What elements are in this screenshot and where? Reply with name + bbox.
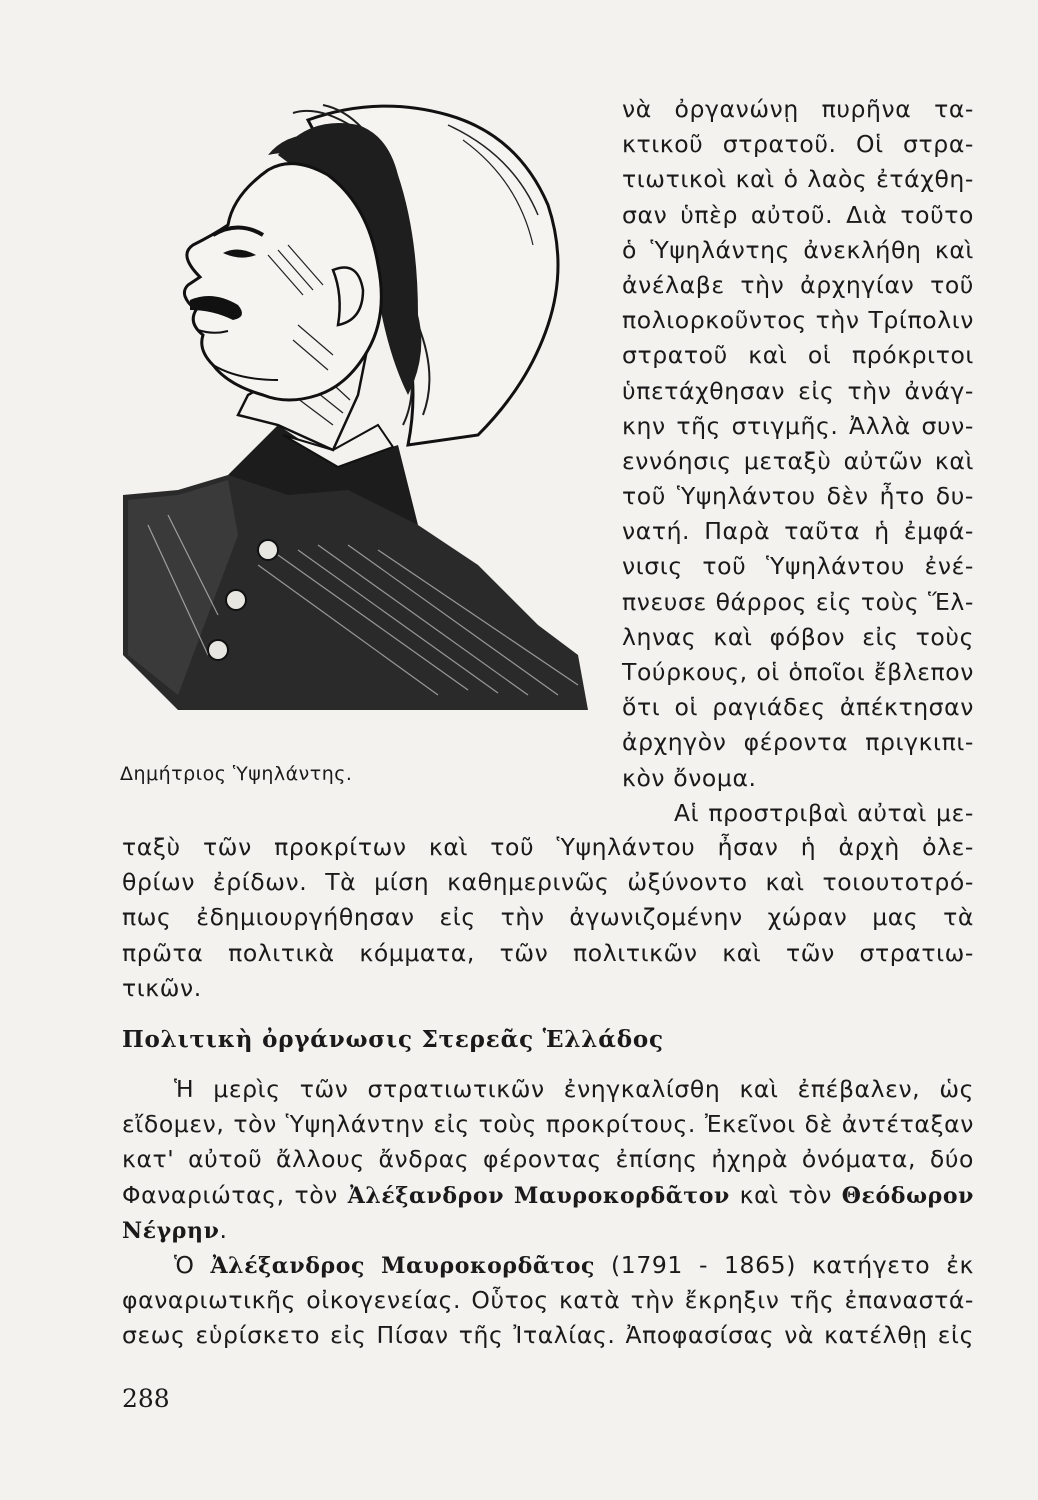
text-run: . — [219, 1215, 228, 1244]
text-line: ἀνέλαβε τὴν ἀρχηγίαν τοῦ — [622, 270, 974, 299]
text-run: καὶ τὸν — [729, 1180, 842, 1209]
text-line: Ἡ μερὶς τῶν στρατιωτικῶν ἐνηγκαλίσθη καὶ ἐπέβαλεν, ὡς — [174, 1075, 974, 1103]
text-line: κτικοῦ στρατοῦ. Οἱ στρα- — [622, 130, 974, 159]
text-line: πολιορκοῦντος τὴν Τρίπολιν — [622, 306, 974, 335]
right-column-text — [622, 92, 974, 831]
text-line: Αἱ προστριβαὶ αὐταὶ με- — [674, 798, 974, 827]
text-line: σαν ὑπὲρ αὐτοῦ. Διὰ τοῦτο — [622, 200, 974, 229]
text-line: νὰ ὀργανώνῃ πυρῆνα τα- — [622, 95, 974, 123]
text-line: θρίων ἐρίδων. Τὰ μίση καθημερινῶς ὠξύνοντο καὶ τοιουτοτρό- — [122, 868, 974, 897]
bold-name: Ἀλέξανδρος Μαυροκορδᾶτος — [210, 1252, 596, 1279]
text-line: νατή. Παρὰ ταῦτα ἡ ἐμφά- — [622, 517, 974, 546]
bold-name: Νέγρην — [122, 1217, 220, 1244]
text-line: φαναριωτικῆς οἰκογενείας. Οὗτος κατὰ τὴν ἔκρηξιν τῆς ἐπαναστά- — [122, 1286, 974, 1315]
text-line: κην τῆς στιγμῆς. Ἀλλὰ συν- — [622, 411, 974, 440]
text-line: τιωτικοὶ καὶ ὁ λαὸς ἐτάχθη- — [622, 165, 974, 194]
section-body — [122, 1072, 974, 1354]
text-line: σεως εὑρίσκετο εἰς Πίσαν τῆς Ἰταλίας. Ἀποφασίσας νὰ κατέλθῃ εἰς — [122, 1321, 974, 1350]
text-line: πρῶτα πολιτικὰ κόμματα, τῶν πολιτικῶν καὶ τῶν στρατιω- — [122, 938, 974, 967]
text-line: κὸν ὄνομα. — [622, 763, 757, 792]
text-line — [122, 1213, 974, 1248]
text-line: νισις τοῦ Ὑψηλάντου ἐνέ- — [622, 552, 974, 581]
text-line: κατ' αὐτοῦ ἄλλους ἄνδρας φέροντας ἐπίσης ἠχηρὰ ὀνόματα, δύο — [122, 1145, 974, 1174]
page-number: 288 — [122, 1384, 170, 1413]
portrait-illustration — [118, 95, 588, 710]
paragraph-continuation — [122, 830, 974, 1006]
text-line: πως ἐδημιουργήθησαν εἰς τὴν ἀγωνιζομένην χώραν μας τὰ — [122, 903, 974, 932]
text-line: ἀρχηγὸν φέροντα πριγκιπι- — [622, 728, 974, 757]
text-run: (1791 - 1865) κατήγετο ἐκ — [595, 1250, 974, 1279]
section-heading: Πολιτικὴ ὀργάνωσις Στερεᾶς Ἑλλάδος — [122, 1026, 664, 1053]
bold-name: Ἀλέξανδρον Μαυροκορδᾶτον — [347, 1182, 730, 1209]
text-line: ὁ Ὑψηλάντης ἀνεκλήθη καὶ — [622, 235, 974, 264]
text-line: Τούρκους, οἱ ὁποῖοι ἔβλεπον — [622, 658, 974, 686]
text-run: Ὁ — [174, 1250, 211, 1279]
text-line — [122, 1248, 974, 1283]
text-line: εἴδομεν, τὸν Ὑψηλάντην εἰς τοὺς προκρίτους. Ἐκεῖνοι δὲ ἀντέταξαν — [122, 1110, 974, 1139]
text-line: ὅτι οἱ ραγιάδες ἀπέκτησαν — [622, 693, 974, 722]
text-line: τικῶν. — [122, 973, 202, 1002]
text-line: εννόησις μεταξὺ αὐτῶν καὶ — [622, 446, 974, 475]
text-line: ὑπετάχθησαν εἰς τὴν ἀνάγ- — [622, 376, 974, 405]
text-line: τοῦ Ὑψηλάντου δὲν ἦτο δυ- — [622, 482, 974, 511]
bold-name: Θεόδωρον — [841, 1182, 974, 1209]
text-line: ληνας καὶ φόβον εἰς τοὺς — [622, 622, 974, 651]
text-run: Φαναριώτας, τὸν — [122, 1180, 348, 1209]
portrait-caption: Δημήτριος Ὑψηλάντης. — [120, 763, 353, 785]
text-line — [122, 1178, 974, 1213]
text-line: στρατοῦ καὶ οἱ πρόκριτοι — [622, 341, 974, 370]
text-line: ταξὺ τῶν προκρίτων καὶ τοῦ Ὑψηλάντου ἦσαν ἡ ἀρχὴ ὀλε- — [122, 833, 974, 861]
text-line: πνευσε θάρρος εἰς τοὺς Ἕλ- — [622, 587, 974, 616]
